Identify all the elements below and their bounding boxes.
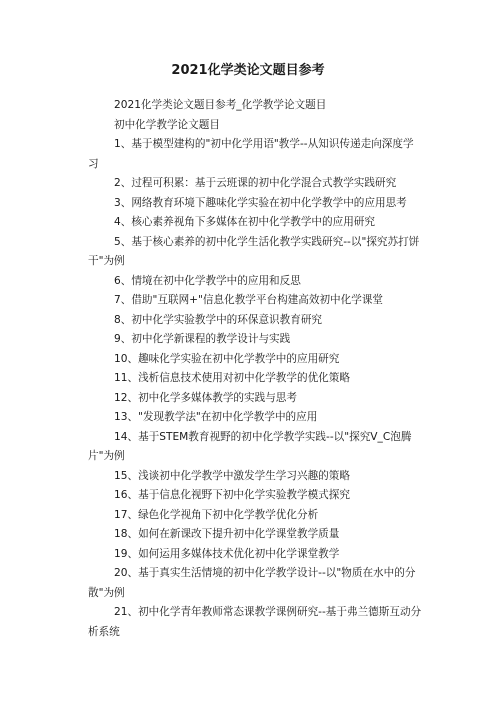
list-item: 4、核心素养视角下多媒体在初中化学教学中的应用研究 — [114, 216, 375, 228]
list-item: 8、初中化学实验教学中的环保意识教育研究 — [114, 313, 323, 326]
list-item: 11、浅析信息技术使用对初中化学教学的优化策略 — [114, 372, 350, 384]
subtitle-line: 2021化学类论文题目参考_化学教学论文题目 — [114, 99, 327, 111]
list-item: 7、借助"互联网+"信息化教学平台构建高效初中化学课堂 — [114, 294, 384, 306]
list-item: 20、基于真实生活情境的初中化学教学设计--以"物质在水中的分散"为例 — [88, 567, 416, 599]
list-item: 13、"发现教学法"在初中化学教学中的应用 — [114, 411, 318, 423]
section-heading: 初中化学教学论文题目 — [114, 118, 220, 131]
list-item: 14、基于STEM教育视野的初中化学教学实践--以"探究V_C泡腾片"为例 — [88, 430, 412, 462]
document-body — [88, 96, 424, 642]
list-item: 21、初中化学青年教师常态课教学课例研究--基于弗兰德斯互动分析系统 — [88, 606, 422, 638]
list-item: 1、基于模型建构的"初中化学用语"教学--从知识传递走向深度学习 — [88, 138, 414, 170]
list-item: 9、初中化学新课程的教学设计与实践 — [114, 333, 291, 345]
list-item: 16、基于信息化视野下初中化学实验教学模式探究 — [114, 489, 350, 501]
document-title: 2021化学类论文题目参考 — [171, 63, 325, 78]
list-item: 18、如何在新课改下提升初中化学课堂教学质量 — [114, 528, 340, 540]
list-item: 15、浅谈初中化学教学中激发学生学习兴趣的策略 — [114, 469, 350, 482]
list-item: 5、基于核心素养的初中化学生活化教学实践研究--以"探究苏打饼干"为例 — [88, 235, 420, 267]
list-item: 17、绿色化学视角下初中化学教学优化分析 — [114, 508, 319, 521]
list-item: 12、初中化学多媒体教学的实践与思考 — [114, 391, 297, 404]
list-item: 3、网络教育环境下趣味化学实验在初中化学教学中的应用思考 — [114, 196, 407, 209]
list-item: 10、趣味化学实验在初中化学教学中的应用研究 — [114, 352, 340, 365]
list-item: 19、如何运用多媒体技术优化初中化学课堂教学 — [114, 547, 340, 560]
list-item: 2、过程可积累：基于云班课的初中化学混合式教学实践研究 — [114, 177, 397, 189]
title-list — [88, 135, 424, 642]
list-item: 6、情境在初中化学教学中的应用和反思 — [114, 274, 301, 287]
